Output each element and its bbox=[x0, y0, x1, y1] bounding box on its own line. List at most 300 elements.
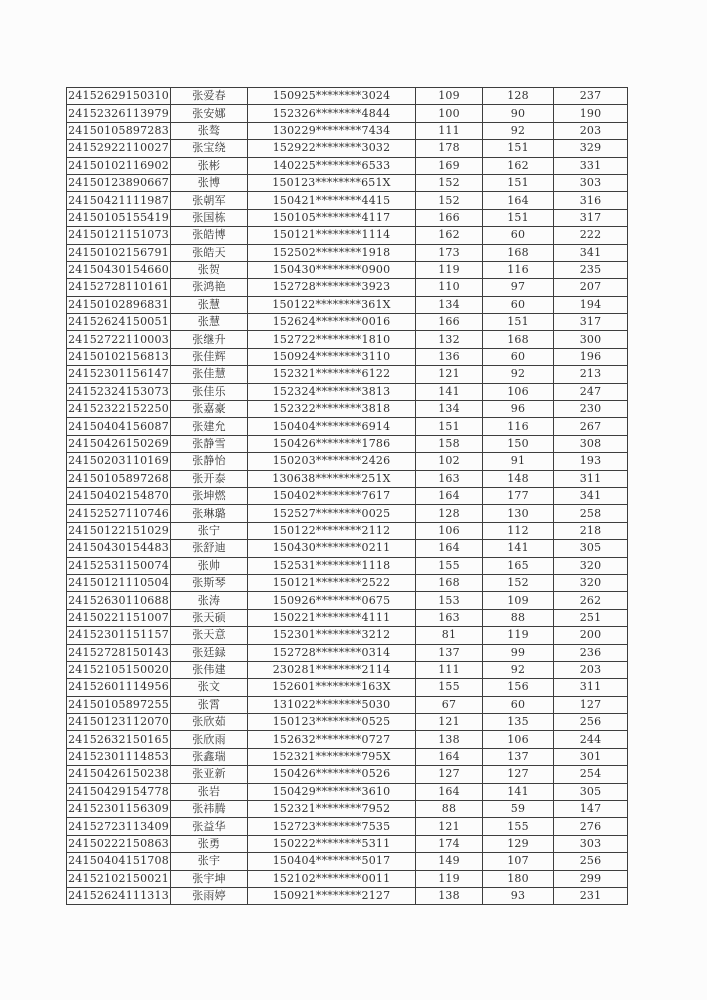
id-number-cell: 150404********6914 bbox=[248, 418, 416, 435]
total-score-cell: 236 bbox=[554, 644, 628, 661]
total-score-cell: 305 bbox=[554, 783, 628, 800]
name-cell: 张天意 bbox=[171, 627, 248, 644]
exam-number-cell: 24152324153073 bbox=[67, 383, 171, 400]
score-1-cell: 111 bbox=[416, 661, 483, 678]
id-number-cell: 152624********0016 bbox=[248, 314, 416, 331]
score-2-cell: 155 bbox=[483, 818, 554, 835]
score-2-cell: 162 bbox=[483, 157, 554, 174]
total-score-cell: 299 bbox=[554, 870, 628, 887]
score-2-cell: 151 bbox=[483, 314, 554, 331]
score-2-cell: 168 bbox=[483, 244, 554, 261]
id-number-cell: 150123********651X bbox=[248, 174, 416, 191]
table-row bbox=[67, 244, 628, 261]
exam-number-cell: 24150430154660 bbox=[67, 261, 171, 278]
table-row bbox=[67, 383, 628, 400]
score-2-cell: 88 bbox=[483, 609, 554, 626]
total-score-cell: 235 bbox=[554, 261, 628, 278]
id-number-cell: 152728********3923 bbox=[248, 279, 416, 296]
name-cell: 张佳乐 bbox=[171, 383, 248, 400]
id-number-cell: 150122********2112 bbox=[248, 522, 416, 539]
score-2-cell: 127 bbox=[483, 766, 554, 783]
exam-number-cell: 24152630110688 bbox=[67, 592, 171, 609]
total-score-cell: 303 bbox=[554, 835, 628, 852]
exam-number-cell: 24150102156791 bbox=[67, 244, 171, 261]
name-cell: 张博 bbox=[171, 174, 248, 191]
exam-number-cell: 24150123112070 bbox=[67, 714, 171, 731]
score-1-cell: 173 bbox=[416, 244, 483, 261]
table-row bbox=[67, 435, 628, 452]
total-score-cell: 341 bbox=[554, 244, 628, 261]
total-score-cell: 311 bbox=[554, 470, 628, 487]
id-number-cell: 152321********6122 bbox=[248, 366, 416, 383]
id-number-cell: 152324********3813 bbox=[248, 383, 416, 400]
exam-number-cell: 24152322152250 bbox=[67, 401, 171, 418]
table-row bbox=[67, 209, 628, 226]
table-row bbox=[67, 279, 628, 296]
table-row bbox=[67, 105, 628, 122]
total-score-cell: 301 bbox=[554, 748, 628, 765]
table-row bbox=[67, 174, 628, 191]
id-number-cell: 150123********0525 bbox=[248, 714, 416, 731]
name-cell: 张宝绕 bbox=[171, 140, 248, 157]
total-score-cell: 331 bbox=[554, 157, 628, 174]
score-2-cell: 96 bbox=[483, 401, 554, 418]
total-score-cell: 341 bbox=[554, 487, 628, 504]
score-2-cell: 99 bbox=[483, 644, 554, 661]
exam-number-cell: 24150203110169 bbox=[67, 453, 171, 470]
score-1-cell: 155 bbox=[416, 557, 483, 574]
score-1-cell: 155 bbox=[416, 679, 483, 696]
id-number-cell: 150404********5017 bbox=[248, 853, 416, 870]
total-score-cell: 308 bbox=[554, 435, 628, 452]
table-row bbox=[67, 192, 628, 209]
table-row bbox=[67, 887, 628, 904]
table-row bbox=[67, 366, 628, 383]
exam-number-cell: 24150222150863 bbox=[67, 835, 171, 852]
id-number-cell: 130638********251X bbox=[248, 470, 416, 487]
exam-number-cell: 24152301114853 bbox=[67, 748, 171, 765]
exam-number-cell: 24150105155419 bbox=[67, 209, 171, 226]
score-1-cell: 158 bbox=[416, 435, 483, 452]
total-score-cell: 207 bbox=[554, 279, 628, 296]
name-cell: 张继升 bbox=[171, 331, 248, 348]
total-score-cell: 244 bbox=[554, 731, 628, 748]
table-row bbox=[67, 766, 628, 783]
score-2-cell: 141 bbox=[483, 783, 554, 800]
total-score-cell: 251 bbox=[554, 609, 628, 626]
score-1-cell: 111 bbox=[416, 122, 483, 139]
total-score-cell: 317 bbox=[554, 314, 628, 331]
exam-number-cell: 24150121151073 bbox=[67, 227, 171, 244]
score-2-cell: 164 bbox=[483, 192, 554, 209]
total-score-cell: 305 bbox=[554, 540, 628, 557]
name-cell: 张岩 bbox=[171, 783, 248, 800]
id-number-cell: 152322********3818 bbox=[248, 401, 416, 418]
score-1-cell: 67 bbox=[416, 696, 483, 713]
score-2-cell: 129 bbox=[483, 835, 554, 852]
score-1-cell: 174 bbox=[416, 835, 483, 852]
score-1-cell: 149 bbox=[416, 853, 483, 870]
id-number-cell: 150429********3610 bbox=[248, 783, 416, 800]
score-2-cell: 60 bbox=[483, 296, 554, 313]
name-cell: 张宇坤 bbox=[171, 870, 248, 887]
name-cell: 张伟建 bbox=[171, 661, 248, 678]
exam-number-cell: 24152102150021 bbox=[67, 870, 171, 887]
score-2-cell: 137 bbox=[483, 748, 554, 765]
exam-number-cell: 24150421111987 bbox=[67, 192, 171, 209]
score-2-cell: 109 bbox=[483, 592, 554, 609]
score-1-cell: 121 bbox=[416, 818, 483, 835]
score-2-cell: 168 bbox=[483, 331, 554, 348]
score-2-cell: 60 bbox=[483, 227, 554, 244]
id-number-cell: 140225********6533 bbox=[248, 157, 416, 174]
id-number-cell: 150222********5311 bbox=[248, 835, 416, 852]
score-1-cell: 153 bbox=[416, 592, 483, 609]
score-2-cell: 97 bbox=[483, 279, 554, 296]
id-number-cell: 150122********361X bbox=[248, 296, 416, 313]
score-1-cell: 151 bbox=[416, 418, 483, 435]
score-2-cell: 59 bbox=[483, 801, 554, 818]
id-number-cell: 130229********7434 bbox=[248, 122, 416, 139]
id-number-cell: 150926********0675 bbox=[248, 592, 416, 609]
table-row bbox=[67, 88, 628, 105]
id-number-cell: 152531********1118 bbox=[248, 557, 416, 574]
name-cell: 张涛 bbox=[171, 592, 248, 609]
score-2-cell: 141 bbox=[483, 540, 554, 557]
exam-number-cell: 24152632150165 bbox=[67, 731, 171, 748]
total-score-cell: 222 bbox=[554, 227, 628, 244]
exam-number-cell: 24150102156813 bbox=[67, 348, 171, 365]
table-row bbox=[67, 627, 628, 644]
id-number-cell: 152723********7535 bbox=[248, 818, 416, 835]
name-cell: 张慧 bbox=[171, 296, 248, 313]
name-cell: 张亚新 bbox=[171, 766, 248, 783]
exam-number-cell: 24152105150020 bbox=[67, 661, 171, 678]
total-score-cell: 247 bbox=[554, 383, 628, 400]
score-2-cell: 151 bbox=[483, 174, 554, 191]
score-1-cell: 134 bbox=[416, 401, 483, 418]
name-cell: 张勇 bbox=[171, 835, 248, 852]
exam-number-cell: 24152301156309 bbox=[67, 801, 171, 818]
exam-number-cell: 24152728110161 bbox=[67, 279, 171, 296]
total-score-cell: 276 bbox=[554, 818, 628, 835]
table-row bbox=[67, 314, 628, 331]
exam-number-cell: 24152527110746 bbox=[67, 505, 171, 522]
score-1-cell: 100 bbox=[416, 105, 483, 122]
name-cell: 张彬 bbox=[171, 157, 248, 174]
name-cell: 张帅 bbox=[171, 557, 248, 574]
score-1-cell: 178 bbox=[416, 140, 483, 157]
score-1-cell: 121 bbox=[416, 714, 483, 731]
table-row bbox=[67, 870, 628, 887]
exam-number-cell: 24150404156087 bbox=[67, 418, 171, 435]
table-row bbox=[67, 783, 628, 800]
score-2-cell: 60 bbox=[483, 348, 554, 365]
score-1-cell: 152 bbox=[416, 174, 483, 191]
name-cell: 张慧 bbox=[171, 314, 248, 331]
total-score-cell: 320 bbox=[554, 574, 628, 591]
name-cell: 张文 bbox=[171, 679, 248, 696]
table-row bbox=[67, 731, 628, 748]
score-1-cell: 164 bbox=[416, 748, 483, 765]
name-cell: 张安娜 bbox=[171, 105, 248, 122]
id-number-cell: 150402********7617 bbox=[248, 487, 416, 504]
total-score-cell: 267 bbox=[554, 418, 628, 435]
id-number-cell: 152527********0025 bbox=[248, 505, 416, 522]
name-cell: 张廷録 bbox=[171, 644, 248, 661]
score-2-cell: 151 bbox=[483, 209, 554, 226]
score-2-cell: 156 bbox=[483, 679, 554, 696]
table-row bbox=[67, 661, 628, 678]
score-2-cell: 91 bbox=[483, 453, 554, 470]
name-cell: 张天硕 bbox=[171, 609, 248, 626]
score-1-cell: 81 bbox=[416, 627, 483, 644]
exam-number-cell: 24150123890667 bbox=[67, 174, 171, 191]
total-score-cell: 254 bbox=[554, 766, 628, 783]
table-row bbox=[67, 609, 628, 626]
table-row bbox=[67, 696, 628, 713]
id-number-cell: 152301********3212 bbox=[248, 627, 416, 644]
id-number-cell: 150430********0900 bbox=[248, 261, 416, 278]
table-row bbox=[67, 453, 628, 470]
exam-number-cell: 24152722110003 bbox=[67, 331, 171, 348]
exam-number-cell: 24150102896831 bbox=[67, 296, 171, 313]
id-number-cell: 150426********0526 bbox=[248, 766, 416, 783]
total-score-cell: 203 bbox=[554, 661, 628, 678]
table-row bbox=[67, 801, 628, 818]
score-2-cell: 90 bbox=[483, 105, 554, 122]
id-number-cell: 152321********7952 bbox=[248, 801, 416, 818]
score-2-cell: 135 bbox=[483, 714, 554, 731]
name-cell: 张宁 bbox=[171, 522, 248, 539]
score-2-cell: 165 bbox=[483, 557, 554, 574]
name-cell: 张朝军 bbox=[171, 192, 248, 209]
id-number-cell: 152632********0727 bbox=[248, 731, 416, 748]
id-number-cell: 150421********4415 bbox=[248, 192, 416, 209]
table-row bbox=[67, 418, 628, 435]
id-number-cell: 150925********3024 bbox=[248, 88, 416, 105]
total-score-cell: 256 bbox=[554, 853, 628, 870]
name-cell: 张益华 bbox=[171, 818, 248, 835]
table-row bbox=[67, 331, 628, 348]
exam-number-cell: 24152624150051 bbox=[67, 314, 171, 331]
table-row bbox=[67, 540, 628, 557]
exam-number-cell: 24152326113979 bbox=[67, 105, 171, 122]
exam-number-cell: 24150102116902 bbox=[67, 157, 171, 174]
score-1-cell: 137 bbox=[416, 644, 483, 661]
score-2-cell: 92 bbox=[483, 366, 554, 383]
name-cell: 张爱春 bbox=[171, 88, 248, 105]
score-1-cell: 164 bbox=[416, 487, 483, 504]
score-1-cell: 162 bbox=[416, 227, 483, 244]
id-number-cell: 150105********4117 bbox=[248, 209, 416, 226]
name-cell: 张静怡 bbox=[171, 453, 248, 470]
score-1-cell: 102 bbox=[416, 453, 483, 470]
table-row bbox=[67, 401, 628, 418]
exam-number-cell: 24150105897268 bbox=[67, 470, 171, 487]
score-2-cell: 130 bbox=[483, 505, 554, 522]
total-score-cell: 316 bbox=[554, 192, 628, 209]
exam-number-cell: 24152922110027 bbox=[67, 140, 171, 157]
score-1-cell: 141 bbox=[416, 383, 483, 400]
name-cell: 张坤燃 bbox=[171, 487, 248, 504]
id-number-cell: 131022********5030 bbox=[248, 696, 416, 713]
name-cell: 张佳辉 bbox=[171, 348, 248, 365]
total-score-cell: 193 bbox=[554, 453, 628, 470]
exam-number-cell: 24150122151029 bbox=[67, 522, 171, 539]
total-score-cell: 329 bbox=[554, 140, 628, 157]
total-score-cell: 300 bbox=[554, 331, 628, 348]
id-number-cell: 152321********795X bbox=[248, 748, 416, 765]
id-number-cell: 150221********4111 bbox=[248, 609, 416, 626]
total-score-cell: 196 bbox=[554, 348, 628, 365]
total-score-cell: 147 bbox=[554, 801, 628, 818]
name-cell: 张建允 bbox=[171, 418, 248, 435]
name-cell: 张国栋 bbox=[171, 209, 248, 226]
total-score-cell: 213 bbox=[554, 366, 628, 383]
score-2-cell: 180 bbox=[483, 870, 554, 887]
total-score-cell: 230 bbox=[554, 401, 628, 418]
total-score-cell: 256 bbox=[554, 714, 628, 731]
score-1-cell: 136 bbox=[416, 348, 483, 365]
exam-number-cell: 24150426150269 bbox=[67, 435, 171, 452]
table-row bbox=[67, 122, 628, 139]
exam-number-cell: 24150105897283 bbox=[67, 122, 171, 139]
name-cell: 张皓博 bbox=[171, 227, 248, 244]
id-number-cell: 152102********0011 bbox=[248, 870, 416, 887]
table-row bbox=[67, 505, 628, 522]
score-1-cell: 164 bbox=[416, 540, 483, 557]
id-number-cell: 152326********4844 bbox=[248, 105, 416, 122]
exam-number-cell: 24150430154483 bbox=[67, 540, 171, 557]
table-row bbox=[67, 140, 628, 157]
table-row bbox=[67, 157, 628, 174]
table-row bbox=[67, 714, 628, 731]
total-score-cell: 311 bbox=[554, 679, 628, 696]
score-1-cell: 109 bbox=[416, 88, 483, 105]
exam-number-cell: 24152629150310 bbox=[67, 88, 171, 105]
name-cell: 张祎腾 bbox=[171, 801, 248, 818]
score-1-cell: 106 bbox=[416, 522, 483, 539]
name-cell: 张静雪 bbox=[171, 435, 248, 452]
name-cell: 张琳璐 bbox=[171, 505, 248, 522]
id-number-cell: 152722********1810 bbox=[248, 331, 416, 348]
id-number-cell: 150921********2127 bbox=[248, 887, 416, 904]
name-cell: 张宇 bbox=[171, 853, 248, 870]
score-1-cell: 119 bbox=[416, 261, 483, 278]
score-table bbox=[66, 87, 628, 905]
name-cell: 张贺 bbox=[171, 261, 248, 278]
table-row bbox=[67, 818, 628, 835]
name-cell: 张舒迪 bbox=[171, 540, 248, 557]
id-number-cell: 150426********1786 bbox=[248, 435, 416, 452]
score-2-cell: 177 bbox=[483, 487, 554, 504]
table-row bbox=[67, 748, 628, 765]
score-1-cell: 169 bbox=[416, 157, 483, 174]
exam-number-cell: 24150429154778 bbox=[67, 783, 171, 800]
score-1-cell: 163 bbox=[416, 470, 483, 487]
exam-number-cell: 24150221151007 bbox=[67, 609, 171, 626]
table-row bbox=[67, 348, 628, 365]
exam-number-cell: 24150105897255 bbox=[67, 696, 171, 713]
exam-number-cell: 24152531150074 bbox=[67, 557, 171, 574]
name-cell: 张骜 bbox=[171, 122, 248, 139]
id-number-cell: 152922********3032 bbox=[248, 140, 416, 157]
score-1-cell: 138 bbox=[416, 731, 483, 748]
name-cell: 张佳慧 bbox=[171, 366, 248, 383]
total-score-cell: 127 bbox=[554, 696, 628, 713]
score-2-cell: 106 bbox=[483, 383, 554, 400]
name-cell: 张斯琴 bbox=[171, 574, 248, 591]
exam-number-cell: 24150121110504 bbox=[67, 574, 171, 591]
id-number-cell: 152601********163X bbox=[248, 679, 416, 696]
score-2-cell: 148 bbox=[483, 470, 554, 487]
score-2-cell: 60 bbox=[483, 696, 554, 713]
table-row bbox=[67, 522, 628, 539]
id-number-cell: 150121********1114 bbox=[248, 227, 416, 244]
exam-number-cell: 24150426150238 bbox=[67, 766, 171, 783]
total-score-cell: 303 bbox=[554, 174, 628, 191]
exam-number-cell: 24152723113409 bbox=[67, 818, 171, 835]
id-number-cell: 150430********0211 bbox=[248, 540, 416, 557]
exam-number-cell: 24152301156147 bbox=[67, 366, 171, 383]
score-2-cell: 92 bbox=[483, 661, 554, 678]
score-2-cell: 119 bbox=[483, 627, 554, 644]
score-1-cell: 152 bbox=[416, 192, 483, 209]
score-1-cell: 121 bbox=[416, 366, 483, 383]
total-score-cell: 190 bbox=[554, 105, 628, 122]
score-2-cell: 116 bbox=[483, 418, 554, 435]
total-score-cell: 320 bbox=[554, 557, 628, 574]
total-score-cell: 200 bbox=[554, 627, 628, 644]
score-2-cell: 107 bbox=[483, 853, 554, 870]
name-cell: 张欣雨 bbox=[171, 731, 248, 748]
exam-number-cell: 24152624111313 bbox=[67, 887, 171, 904]
total-score-cell: 262 bbox=[554, 592, 628, 609]
table-row bbox=[67, 296, 628, 313]
name-cell: 张霄 bbox=[171, 696, 248, 713]
table-row bbox=[67, 835, 628, 852]
score-1-cell: 119 bbox=[416, 870, 483, 887]
table-row bbox=[67, 470, 628, 487]
score-1-cell: 166 bbox=[416, 314, 483, 331]
score-1-cell: 138 bbox=[416, 887, 483, 904]
table-row bbox=[67, 853, 628, 870]
score-2-cell: 128 bbox=[483, 88, 554, 105]
exam-number-cell: 24152601114956 bbox=[67, 679, 171, 696]
id-number-cell: 150203********2426 bbox=[248, 453, 416, 470]
id-number-cell: 152502********1918 bbox=[248, 244, 416, 261]
total-score-cell: 231 bbox=[554, 887, 628, 904]
score-1-cell: 134 bbox=[416, 296, 483, 313]
table-row bbox=[67, 487, 628, 504]
score-1-cell: 163 bbox=[416, 609, 483, 626]
name-cell: 张开泰 bbox=[171, 470, 248, 487]
name-cell: 张嘉豪 bbox=[171, 401, 248, 418]
total-score-cell: 258 bbox=[554, 505, 628, 522]
id-number-cell: 230281********2114 bbox=[248, 661, 416, 678]
score-2-cell: 152 bbox=[483, 574, 554, 591]
score-2-cell: 106 bbox=[483, 731, 554, 748]
id-number-cell: 150924********3110 bbox=[248, 348, 416, 365]
score-1-cell: 168 bbox=[416, 574, 483, 591]
total-score-cell: 237 bbox=[554, 88, 628, 105]
name-cell: 张鸿艳 bbox=[171, 279, 248, 296]
total-score-cell: 218 bbox=[554, 522, 628, 539]
score-2-cell: 151 bbox=[483, 140, 554, 157]
score-2-cell: 116 bbox=[483, 261, 554, 278]
score-1-cell: 88 bbox=[416, 801, 483, 818]
